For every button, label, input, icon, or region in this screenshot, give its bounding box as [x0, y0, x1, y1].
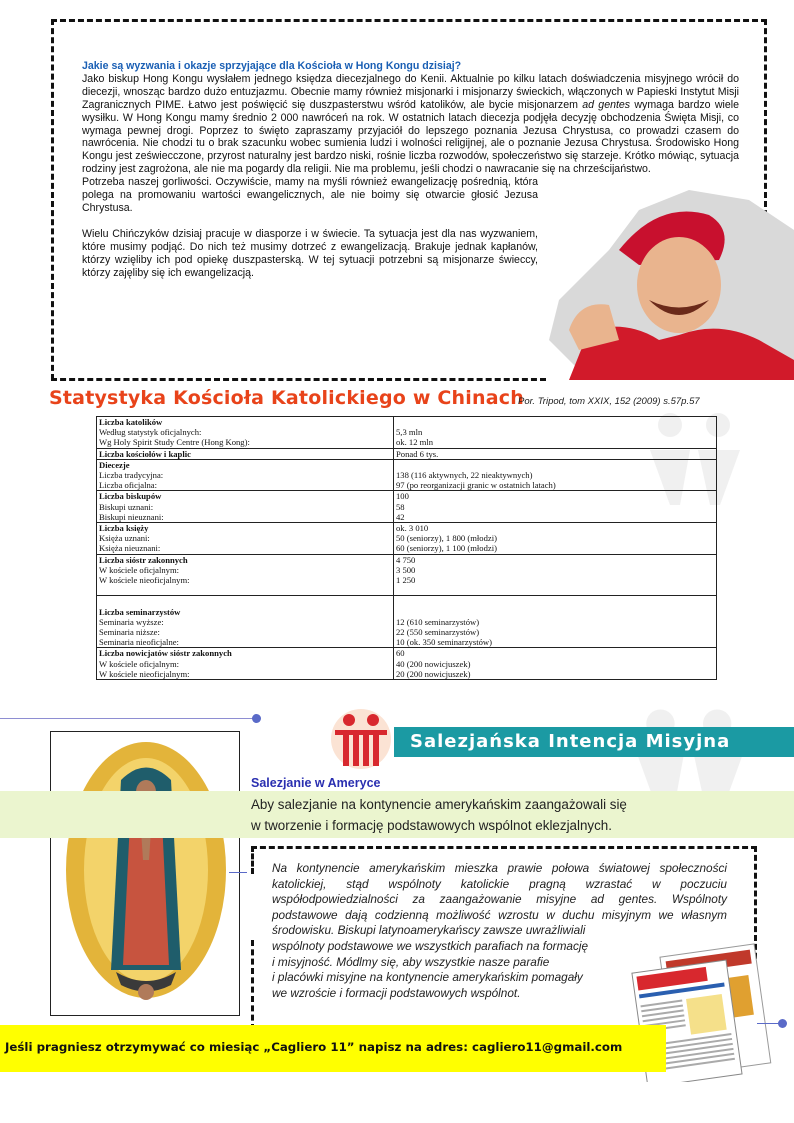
stats-label-cell	[97, 554, 394, 596]
stats-label: Biskupi uznani:	[99, 501, 154, 512]
stats-value: 20 (200 nowicjuszek)	[396, 668, 471, 679]
stats-row	[97, 491, 717, 523]
stats-value	[396, 460, 714, 470]
stats-label-cell	[97, 596, 394, 648]
stats-value: 58	[396, 501, 405, 512]
stats-value: 60	[396, 648, 405, 659]
interview-paragraph-3: Wielu Chińczyków dzisiaj pracuje w diasporze i w świecie. Ta sytuacja jest dla nas wyzwaniem, które musimy podjąć. Do nich też musimy dotrzeć z ewangelizacją. Brakuje jednak kapłanów, którzy wzięliby ich pod opiekę duszpasterską. W tej sytuacji potrzebni są misjonarze świeccy, którzy zajęliby się ich ewangelizacją.	[82, 227, 538, 279]
stats-label: Wg Holy Spirit Study Centre (Hong Kong):	[99, 437, 250, 448]
stats-value: 10 (ok. 350 seminarzystów)	[396, 637, 492, 648]
separator-dot	[778, 1019, 787, 1028]
stats-label: W kościele oficjalnym:	[99, 564, 180, 575]
stats-value: 1 250	[396, 575, 416, 586]
stats-row	[97, 648, 717, 680]
salesian-logo-icon	[327, 708, 395, 770]
stats-value: 22 (550 seminarzystów)	[396, 627, 480, 638]
intention-title: Salezjanie w Ameryce	[251, 776, 381, 790]
commentary-line: wspólnoty podstawowe we wszystkich parafiach na formację	[272, 938, 589, 953]
stats-title: Statystyka Kościoła Katolickiego w Chinach	[49, 387, 524, 409]
commentary-part-1: Na kontynencie amerykańskim mieszka prawie połowa światowej społeczności katolickiej, stąd wspólnoty katolickie pragną wzrastać w poczuciu współodpowiedzialności za zaangażowanie misyjne ad gentes. Wspólnoty podstawowe dają codzienną możliwość wzrostu w duchu misyjnym we własnym środowisku. Biskupi latynoamerykańscy zawsze uwrażliwiali	[272, 861, 727, 938]
stats-value	[396, 585, 714, 595]
intention-text	[251, 794, 721, 836]
stats-value: 100	[396, 491, 409, 502]
stats-value: 3 500	[396, 564, 416, 575]
intention-line-2: w tworzenie i formację podstawowych wspólnot eklezjalnych.	[251, 818, 612, 833]
stats-label: Księża nieuznani:	[99, 543, 161, 554]
footer-subscribe-text: Jeśli pragniesz otrzymywać co miesiąc „Cagliero 11” napisz na adres: cagliero11@gmail.com	[5, 1040, 623, 1054]
stats-value: 138 (116 aktywnych, 22 nieaktywnych)	[396, 470, 533, 481]
cardinal-photo	[549, 190, 794, 380]
stats-category-heading: Liczba księży	[99, 523, 149, 534]
stats-value: 5,3 mln	[396, 427, 423, 438]
stats-value	[396, 417, 714, 427]
separator-dot	[252, 714, 261, 723]
stats-label: W kościele nieoficjalnym:	[99, 575, 190, 586]
stats-value: 60 (seniorzy), 1 100 (młodzi)	[396, 543, 497, 554]
stats-value-cell	[394, 596, 717, 648]
stats-label-cell	[97, 448, 394, 459]
interview-question: Jakie są wyzwania i okazje sprzyjające dla Kościoła w Hong Kongu dzisiaj?	[82, 60, 462, 72]
separator-line	[0, 718, 256, 719]
stats-label: Seminaria niższe:	[99, 627, 160, 638]
commentary-line: i misyjność. Módlmy się, aby wszystkie nasze parafie	[272, 954, 550, 969]
commentary-frame-left-lower	[251, 940, 254, 1030]
stats-table	[96, 416, 717, 680]
intention-banner-title: Salezjańska Intencja Misyjna	[410, 731, 731, 752]
stats-value-cell	[394, 491, 717, 523]
stats-value: ok. 12 mln	[396, 437, 434, 448]
stats-value-cell	[394, 648, 717, 680]
stats-value-cell	[394, 554, 717, 596]
stats-label: W kościele oficjalnym:	[99, 658, 180, 669]
separator-line-small	[229, 872, 247, 873]
stats-category-heading: Liczba biskupów	[99, 491, 162, 502]
stats-label-cell	[97, 491, 394, 523]
stats-label: W kościele nieoficjalnym:	[99, 668, 190, 679]
stats-label-cell	[97, 523, 394, 555]
stats-label: Według statystyk oficjalnych:	[99, 427, 202, 438]
stats-label: Liczba oficjalna:	[99, 480, 157, 491]
stats-category-heading: Liczba katolików	[99, 417, 163, 427]
stats-value-cell	[394, 448, 717, 459]
stats-row	[97, 523, 717, 555]
stats-value: ok. 3 010	[396, 523, 429, 534]
stats-label: Seminaria wyższe:	[99, 616, 164, 627]
commentary-line: we wzroście i formacji podstawowych wspólnot.	[272, 985, 521, 1000]
stats-value: 97 (po reorganizacji granic w ostatnich latach)	[396, 480, 556, 491]
stats-row	[97, 417, 717, 449]
stats-label: Liczba tradycyjna:	[99, 470, 164, 481]
stats-category-heading: Liczba kościołów i kaplic	[99, 448, 191, 459]
stats-label-cell	[97, 417, 394, 449]
stats-label	[99, 585, 391, 595]
stats-category-heading: Diecezje	[99, 459, 130, 470]
stats-value-cell	[394, 417, 717, 449]
interview-paragraph-2: Potrzeba naszej gorliwości. Oczywiście, mamy na myśli również ewangelizację pośrednią, która polega na promowaniu wartości ewangelicznych, ale nie boimy się otwarcie głosić Jezusa Chrystusa.	[82, 176, 538, 214]
commentary-frame-left	[251, 846, 254, 874]
stats-label-cell	[97, 648, 394, 680]
commentary-line: i placówki misyjne na kontynencie amerykańskim pomagały	[272, 970, 583, 985]
stats-label: Księża uznani:	[99, 533, 150, 544]
stats-source: Por. Tripod, tom XXIX, 152 (2009) s.57p.57	[518, 396, 700, 407]
stats-label: Seminaria nieoficjalne:	[99, 637, 179, 648]
stats-value: 12 (610 seminarzystów)	[396, 616, 480, 627]
stats-value: 50 (seniorzy), 1 800 (młodzi)	[396, 533, 497, 544]
stats-value: 4 750	[396, 554, 416, 565]
stats-category-heading: Liczba seminarzystów	[99, 606, 181, 617]
stats-value	[396, 596, 714, 606]
stats-category-heading: Liczba sióstr zakonnych	[99, 554, 188, 565]
intention-line-1: Aby salezjanie na kontynencie amerykańskim zaangażowali się	[251, 797, 627, 812]
stats-value-cell	[394, 459, 717, 491]
stats-value: Ponad 6 tys.	[396, 448, 439, 459]
stats-value	[396, 607, 714, 617]
stats-value-cell	[394, 523, 717, 555]
stats-label	[99, 596, 391, 606]
stats-row	[97, 554, 717, 596]
stats-row	[97, 448, 717, 459]
stats-value: 40 (200 nowicjuszek)	[396, 658, 471, 669]
our-lady-of-guadalupe-image	[61, 740, 231, 1008]
interview-frame-left	[51, 19, 54, 380]
stats-category-heading: Liczba nowicjatów sióstr zakonnych	[99, 648, 232, 659]
stats-row	[97, 596, 717, 648]
stats-label: Biskupi nieuznani:	[99, 511, 164, 522]
stats-row	[97, 459, 717, 491]
stats-label-cell	[97, 459, 394, 491]
interview-frame-bottom	[51, 378, 546, 381]
stats-value: 42	[396, 511, 405, 522]
interview-paragraph-1: Jako biskup Hong Kongu wysłałem jednego księdza diecezjalnego do Kenii. Aktualnie po kilku latach doświadczenia misyjnego wrócił do diecezji, wnosząc bardzo dużo entuzjazmu. Obecnie mamy również misjonarki i misjonarzy świeckich, włączonych w Papieski Instytut Misji Zagranicznych PIME. Łatwo jest poświęcić się duszpasterstwu wśród katolików, ale bycie misjonarzem ad gentes wymaga bardzo wiele wysiłku. W Hong Kongu mamy średnio 2 000 nawróceń na rok. W ostatnich latach diecezja podjęła decyzję obchodzenia Święta Misji, co wymaga pewnej drogi. Poprzez to święto zapraszamy przyjaciół do lepszego poznania Jezusa Chrystusa, co prowadzi czasem do nawrócenia. Nie chodzi tu o brak szacunku wobec sumienia ludzi i wolności religijnej, ale o poznanie Jezusa Chrystusa. Środowisko Hong Kongu jest zeświecczone, przyrost naturalny jest bardzo niski, rośnie liczba rozwodów, społeczeństwo się starzeje. Krótko mówiąc, sytuacja rodziny jest zagrożona, ale nie ma pogardy dla religii. Nie ma problemu, jeśli chodzi o nawracanie się na chrześcijaństwo.	[82, 72, 739, 176]
